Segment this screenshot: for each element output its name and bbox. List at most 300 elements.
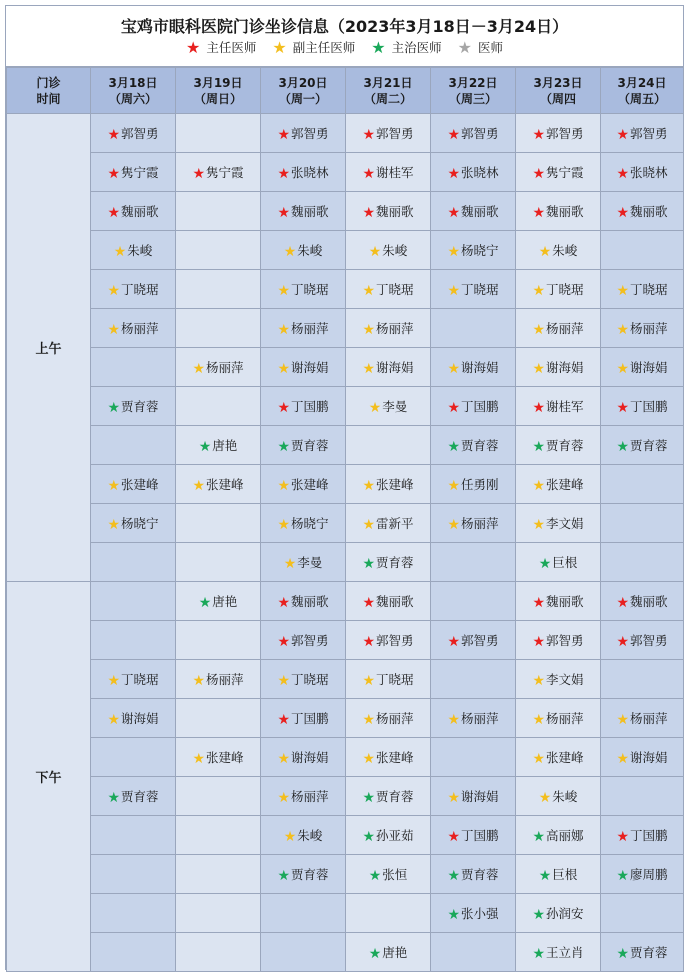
- header-date: 3月21日: [363, 75, 413, 90]
- doctor-cell: [516, 270, 601, 309]
- doctor-cell: [91, 231, 176, 270]
- header-day: [601, 68, 684, 114]
- doctor-name: 郭智勇: [461, 125, 499, 141]
- doctor-cell: [176, 231, 261, 270]
- star-icon: ★: [538, 555, 552, 572]
- doctor-cell: [261, 426, 346, 465]
- doctor-cell: [346, 777, 431, 816]
- star-icon: ★: [107, 399, 121, 416]
- doctor-name: 朱峻: [297, 242, 323, 258]
- doctor-name: 贾育蓉: [121, 398, 159, 414]
- doctor-cell: [346, 231, 431, 270]
- doctor-cell: [91, 894, 176, 933]
- star-icon: ★: [192, 672, 206, 689]
- doctor-name: 谢桂军: [376, 164, 414, 180]
- doctor-cell: [346, 855, 431, 894]
- doctor-name: 雷新平: [376, 515, 414, 531]
- doctor-name: 谢海娟: [630, 749, 668, 765]
- doctor-name: 杨丽萍: [546, 710, 584, 726]
- header-day: [431, 68, 516, 114]
- doctor-name: 贾育蓉: [546, 437, 584, 453]
- doctor-cell: [261, 699, 346, 738]
- star-icon: ★: [532, 828, 546, 845]
- star-icon: ★: [532, 906, 546, 923]
- star-icon: ★: [362, 672, 376, 689]
- star-icon: ★: [616, 204, 630, 221]
- doctor-name: 孙润安: [546, 905, 584, 921]
- doctor-cell: [431, 738, 516, 777]
- doctor-name: 张建峰: [291, 476, 329, 492]
- header-weekday: （周六）: [108, 91, 157, 106]
- doctor-name: 郭智勇: [291, 632, 329, 648]
- star-icon: ★: [277, 204, 291, 221]
- doctor-name: 杨丽萍: [291, 320, 329, 336]
- period-label: 下午: [7, 582, 91, 972]
- schedule-sheet: [5, 5, 684, 970]
- doctor-cell: [346, 270, 431, 309]
- star-icon: ★: [532, 711, 546, 728]
- doctor-cell: [346, 738, 431, 777]
- doctor-cell: [261, 387, 346, 426]
- doctor-cell: [346, 114, 431, 153]
- doctor-cell: [431, 309, 516, 348]
- doctor-cell: [431, 348, 516, 387]
- doctor-cell: [601, 699, 684, 738]
- doctor-cell: [91, 582, 176, 621]
- doctor-cell: [176, 465, 261, 504]
- doctor-cell: [261, 621, 346, 660]
- doctor-name: 谢海娟: [461, 359, 499, 375]
- doctor-cell: [346, 933, 431, 972]
- star-icon: ★: [107, 282, 121, 299]
- doctor-name: 丁晓琚: [630, 281, 668, 297]
- doctor-cell: [91, 348, 176, 387]
- star-icon: ★: [532, 945, 546, 962]
- doctor-name: 谢海娟: [461, 788, 499, 804]
- star-icon: ★: [532, 321, 546, 338]
- table-row: [7, 777, 684, 816]
- doctor-name: 贾育蓉: [376, 554, 414, 570]
- star-icon: ★: [107, 321, 121, 338]
- star-icon: ★: [532, 477, 546, 494]
- star-icon: ★: [283, 828, 297, 845]
- doctor-name: 高丽娜: [546, 827, 584, 843]
- doctor-cell: [601, 621, 684, 660]
- doctor-cell: [346, 543, 431, 582]
- star-icon: ★: [447, 633, 461, 650]
- star-icon: ★: [107, 126, 121, 143]
- doctor-cell: [91, 855, 176, 894]
- doctor-cell: [516, 933, 601, 972]
- doctor-cell: [91, 699, 176, 738]
- doctor-name: 唐艳: [212, 593, 238, 609]
- doctor-name: 张晓林: [630, 164, 668, 180]
- doctor-cell: [176, 660, 261, 699]
- doctor-cell: [601, 504, 684, 543]
- doctor-cell: [516, 855, 601, 894]
- doctor-name: 丁晓琚: [461, 281, 499, 297]
- doctor-cell: [91, 270, 176, 309]
- doctor-name: 谢海娟: [291, 749, 329, 765]
- doctor-name: 丁国鹏: [461, 398, 499, 414]
- doctor-name: 丁国鹏: [630, 827, 668, 843]
- star-icon: ★: [362, 633, 376, 650]
- doctor-cell: [176, 777, 261, 816]
- doctor-name: 丁晓琚: [291, 671, 329, 687]
- star-icon: ★: [616, 828, 630, 845]
- legend-label: 医师: [477, 40, 503, 55]
- doctor-cell: [601, 582, 684, 621]
- star-icon: ★: [538, 867, 552, 884]
- doctor-cell: [91, 309, 176, 348]
- doctor-cell: [601, 777, 684, 816]
- legend-label: 主治医师: [391, 40, 442, 55]
- star-icon: ★: [532, 672, 546, 689]
- doctor-cell: [261, 348, 346, 387]
- doctor-cell: [431, 621, 516, 660]
- star-icon: ★: [277, 282, 291, 299]
- doctor-cell: [176, 387, 261, 426]
- doctor-name: 丁晓琚: [121, 281, 159, 297]
- star-icon: ★: [616, 711, 630, 728]
- doctor-name: 李文娟: [546, 671, 584, 687]
- star-icon: ★: [192, 750, 206, 767]
- doctor-name: 张建峰: [546, 476, 584, 492]
- doctor-cell: [91, 426, 176, 465]
- star-icon: ★: [362, 126, 376, 143]
- doctor-cell: [431, 660, 516, 699]
- doctor-cell: [91, 114, 176, 153]
- header-weekday: （周一）: [278, 91, 327, 106]
- star-icon: ★: [447, 165, 461, 182]
- table-row: [7, 933, 684, 972]
- doctor-name: 李文娟: [546, 515, 584, 531]
- star-icon: ★: [532, 165, 546, 182]
- star-icon: ★: [362, 594, 376, 611]
- doctor-cell: [176, 348, 261, 387]
- doctor-name: 张建峰: [546, 749, 584, 765]
- doctor-cell: [431, 777, 516, 816]
- star-icon: ★: [113, 243, 127, 260]
- doctor-cell: [261, 933, 346, 972]
- doctor-name: 唐艳: [382, 944, 408, 960]
- doctor-cell: [516, 621, 601, 660]
- star-icon: ★: [447, 867, 461, 884]
- table-row: [7, 855, 684, 894]
- doctor-name: 魏丽歌: [291, 203, 329, 219]
- doctor-name: 贾育蓉: [461, 437, 499, 453]
- doctor-cell: [516, 582, 601, 621]
- legend-label: 副主任医师: [292, 40, 356, 55]
- star-icon: ★: [107, 477, 121, 494]
- table-row: [7, 894, 684, 933]
- star-icon: ★: [277, 165, 291, 182]
- star-icon: ★: [107, 672, 121, 689]
- period-label: 上午: [7, 114, 91, 582]
- star-icon: ★: [447, 477, 461, 494]
- doctor-cell: [346, 348, 431, 387]
- star-icon: ★: [447, 906, 461, 923]
- star-icon: ★: [457, 38, 472, 57]
- doctor-name: 贾育蓉: [461, 866, 499, 882]
- star-icon: ★: [107, 789, 121, 806]
- star-icon: ★: [447, 711, 461, 728]
- header-row: [7, 68, 684, 114]
- doctor-cell: [261, 309, 346, 348]
- header-weekday: （周四: [539, 91, 576, 106]
- star-icon: ★: [283, 555, 297, 572]
- star-icon: ★: [532, 516, 546, 533]
- star-icon: ★: [532, 126, 546, 143]
- doctor-name: 郭智勇: [376, 125, 414, 141]
- doctor-cell: [346, 699, 431, 738]
- legend-item: [371, 38, 441, 57]
- doctor-name: 朱峻: [552, 242, 578, 258]
- doctor-cell: [176, 543, 261, 582]
- doctor-cell: [346, 309, 431, 348]
- doctor-cell: [176, 426, 261, 465]
- doctor-cell: [91, 465, 176, 504]
- doctor-name: 张建峰: [121, 476, 159, 492]
- star-icon: ★: [616, 594, 630, 611]
- doctor-name: 张建峰: [206, 476, 244, 492]
- star-icon: ★: [192, 165, 206, 182]
- doctor-cell: [431, 543, 516, 582]
- doctor-cell: [176, 153, 261, 192]
- star-icon: ★: [538, 243, 552, 260]
- star-icon: ★: [186, 38, 201, 57]
- star-icon: ★: [362, 165, 376, 182]
- doctor-name: 杨丽萍: [291, 788, 329, 804]
- doctor-name: 丁晓琚: [376, 281, 414, 297]
- doctor-cell: [516, 699, 601, 738]
- table-row: [7, 738, 684, 777]
- star-icon: ★: [532, 633, 546, 650]
- doctor-name: 郭智勇: [376, 632, 414, 648]
- star-icon: ★: [616, 945, 630, 962]
- doctor-name: 谢海娟: [546, 359, 584, 375]
- doctor-name: 朱峻: [382, 242, 408, 258]
- schedule-table: [6, 67, 684, 972]
- doctor-name: 朱峻: [552, 788, 578, 804]
- doctor-name: 丁国鹏: [630, 398, 668, 414]
- doctor-cell: [261, 270, 346, 309]
- star-icon: ★: [277, 867, 291, 884]
- doctor-cell: [516, 114, 601, 153]
- table-row: [7, 582, 684, 621]
- star-icon: ★: [616, 321, 630, 338]
- doctor-name: 隽宁霞: [546, 164, 584, 180]
- star-icon: ★: [277, 516, 291, 533]
- doctor-cell: [601, 543, 684, 582]
- doctor-cell: [176, 894, 261, 933]
- doctor-name: 杨丽萍: [376, 710, 414, 726]
- doctor-name: 谢海娟: [121, 710, 159, 726]
- doctor-cell: [91, 816, 176, 855]
- doctor-cell: [261, 153, 346, 192]
- doctor-cell: [601, 894, 684, 933]
- header-date: 3月20日: [278, 75, 328, 90]
- doctor-cell: [176, 699, 261, 738]
- doctor-cell: [516, 660, 601, 699]
- star-icon: ★: [368, 243, 382, 260]
- star-icon: ★: [277, 672, 291, 689]
- star-icon: ★: [362, 321, 376, 338]
- header-day: [91, 68, 176, 114]
- doctor-name: 郭智勇: [546, 125, 584, 141]
- header-date: 3月24日: [617, 75, 667, 90]
- doctor-name: 郭智勇: [546, 632, 584, 648]
- star-icon: ★: [368, 399, 382, 416]
- doctor-cell: [601, 738, 684, 777]
- star-icon: ★: [616, 399, 630, 416]
- doctor-cell: [346, 894, 431, 933]
- doctor-cell: [261, 855, 346, 894]
- doctor-cell: [516, 348, 601, 387]
- doctor-cell: [261, 894, 346, 933]
- page-title: 宝鸡市眼科医院门诊坐诊信息（2023年3月18日－3月24日）: [120, 17, 569, 36]
- doctor-cell: [176, 933, 261, 972]
- doctor-cell: [601, 933, 684, 972]
- legend-item: [272, 38, 355, 57]
- doctor-name: 杨丽萍: [121, 320, 159, 336]
- doctor-cell: [431, 582, 516, 621]
- star-icon: ★: [368, 945, 382, 962]
- doctor-cell: [261, 192, 346, 231]
- doctor-cell: [176, 270, 261, 309]
- star-icon: ★: [447, 828, 461, 845]
- doctor-cell: [346, 153, 431, 192]
- doctor-cell: [261, 114, 346, 153]
- doctor-cell: [346, 192, 431, 231]
- doctor-cell: [176, 504, 261, 543]
- doctor-cell: [346, 387, 431, 426]
- doctor-name: 丁晓琚: [121, 671, 159, 687]
- header-time-line2: 时间: [36, 91, 61, 106]
- doctor-cell: [261, 543, 346, 582]
- doctor-name: 隽宁霞: [206, 164, 244, 180]
- doctor-name: 杨丽萍: [546, 320, 584, 336]
- star-icon: ★: [532, 399, 546, 416]
- star-icon: ★: [107, 204, 121, 221]
- doctor-cell: [261, 777, 346, 816]
- doctor-cell: [91, 621, 176, 660]
- header-weekday: （周日）: [193, 91, 242, 106]
- doctor-cell: [601, 309, 684, 348]
- doctor-name: 贾育蓉: [291, 437, 329, 453]
- header-time: [7, 68, 91, 114]
- doctor-cell: [431, 699, 516, 738]
- doctor-name: 魏丽歌: [376, 593, 414, 609]
- doctor-name: 张晓林: [461, 164, 499, 180]
- doctor-name: 杨晓宁: [461, 242, 499, 258]
- star-icon: ★: [362, 555, 376, 572]
- doctor-cell: [176, 309, 261, 348]
- doctor-cell: [91, 387, 176, 426]
- star-icon: ★: [532, 594, 546, 611]
- table-row: [7, 426, 684, 465]
- table-row: [7, 621, 684, 660]
- star-icon: ★: [362, 360, 376, 377]
- star-icon: ★: [277, 789, 291, 806]
- doctor-name: 丁国鹏: [291, 710, 329, 726]
- header-date: 3月22日: [448, 75, 498, 90]
- legend-item: [458, 38, 503, 57]
- doctor-cell: [431, 504, 516, 543]
- doctor-cell: [261, 816, 346, 855]
- star-icon: ★: [277, 594, 291, 611]
- doctor-name: 贾育蓉: [121, 788, 159, 804]
- title-block: [6, 6, 683, 67]
- doctor-name: 魏丽歌: [546, 203, 584, 219]
- doctor-cell: [516, 192, 601, 231]
- doctor-cell: [516, 777, 601, 816]
- doctor-cell: [346, 582, 431, 621]
- doctor-cell: [516, 426, 601, 465]
- doctor-name: 张小强: [461, 905, 499, 921]
- doctor-cell: [601, 270, 684, 309]
- star-icon: ★: [362, 789, 376, 806]
- doctor-name: 谢海娟: [630, 359, 668, 375]
- star-icon: ★: [283, 243, 297, 260]
- star-icon: ★: [198, 438, 212, 455]
- doctor-cell: [516, 465, 601, 504]
- doctor-cell: [601, 426, 684, 465]
- doctor-name: 孙亚茹: [376, 827, 414, 843]
- table-row: [7, 231, 684, 270]
- doctor-name: 任勇刚: [461, 476, 499, 492]
- doctor-cell: [176, 816, 261, 855]
- header-day: [261, 68, 346, 114]
- doctor-name: 魏丽歌: [546, 593, 584, 609]
- star-icon: ★: [447, 126, 461, 143]
- doctor-cell: [601, 348, 684, 387]
- doctor-cell: [176, 582, 261, 621]
- doctor-cell: [261, 465, 346, 504]
- doctor-name: 王立肖: [546, 944, 584, 960]
- table-row: [7, 309, 684, 348]
- doctor-name: 隽宁霞: [121, 164, 159, 180]
- doctor-cell: [346, 621, 431, 660]
- table-row: [7, 816, 684, 855]
- doctor-cell: [431, 426, 516, 465]
- doctor-cell: [431, 231, 516, 270]
- legend: [6, 38, 683, 57]
- doctor-cell: [261, 582, 346, 621]
- doctor-name: 杨丽萍: [461, 710, 499, 726]
- doctor-cell: [516, 309, 601, 348]
- doctor-cell: [601, 465, 684, 504]
- doctor-cell: [346, 660, 431, 699]
- star-icon: ★: [616, 633, 630, 650]
- doctor-name: 郭智勇: [630, 125, 668, 141]
- doctor-cell: [346, 816, 431, 855]
- doctor-cell: [516, 504, 601, 543]
- doctor-name: 郭智勇: [461, 632, 499, 648]
- doctor-cell: [91, 933, 176, 972]
- doctor-cell: [601, 387, 684, 426]
- doctor-cell: [176, 738, 261, 777]
- doctor-cell: [601, 114, 684, 153]
- doctor-cell: [601, 153, 684, 192]
- doctor-cell: [516, 153, 601, 192]
- doctor-name: 郭智勇: [630, 632, 668, 648]
- star-icon: ★: [192, 360, 206, 377]
- star-icon: ★: [616, 750, 630, 767]
- doctor-cell: [431, 387, 516, 426]
- doctor-name: 魏丽歌: [121, 203, 159, 219]
- star-icon: ★: [107, 165, 121, 182]
